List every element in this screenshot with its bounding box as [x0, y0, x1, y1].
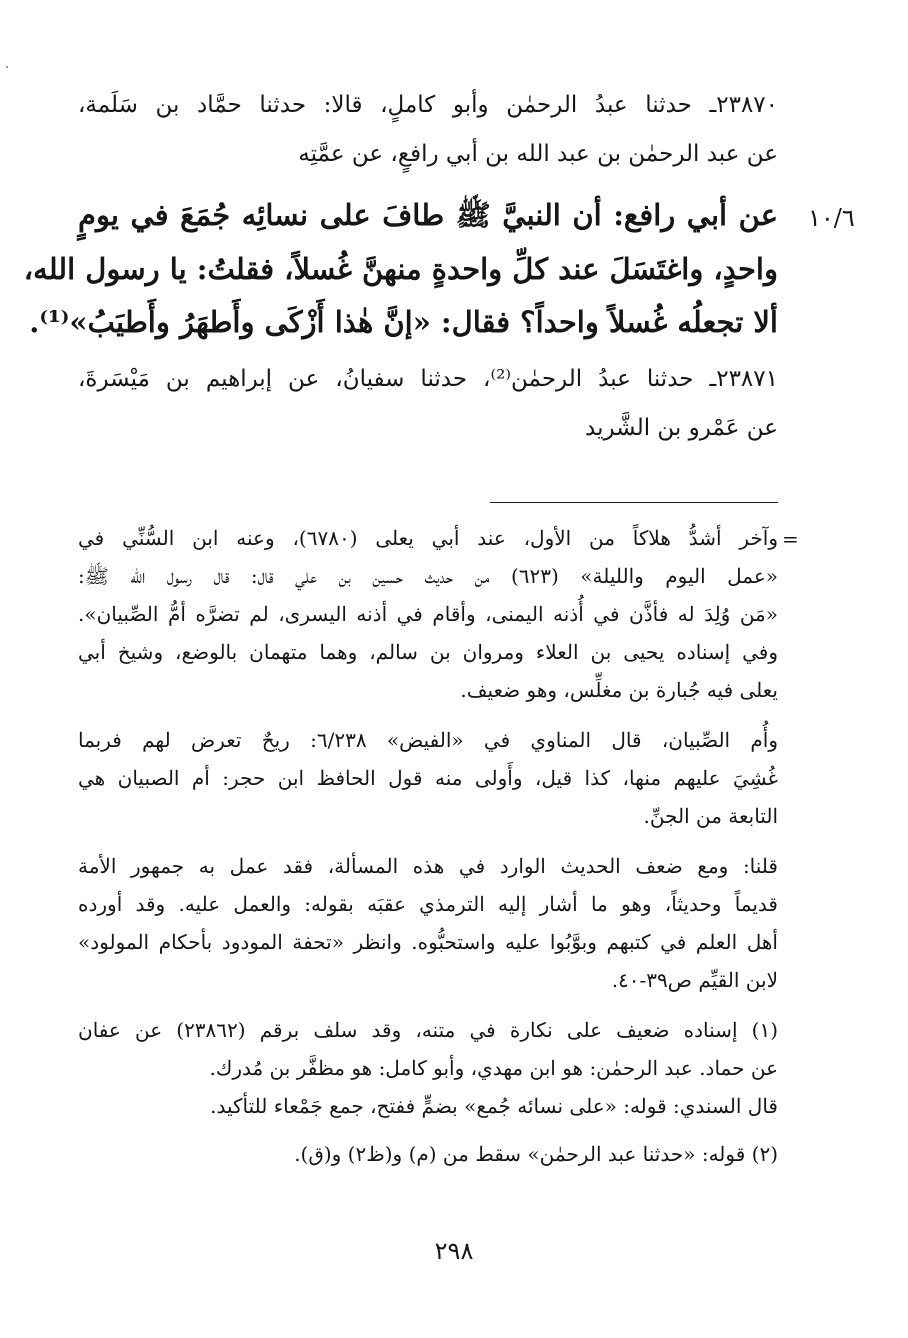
hadith-23871-isnad-line-2: عن عَمْرو بن الشَّريد: [585, 415, 778, 441]
footnote-line: قلنا: ومع ضعف الحديث الوارد في هذه المسألة، فقد عمل به جمهور الأمة: [78, 854, 778, 878]
hadith-23870-isnad-line-1: ٢٣٨٧٠ـ حدثنا عبدُ الرحمٰن وأبو كاملٍ، قالا: حدثنا حمَّاد بن سَلَمة،: [78, 92, 778, 118]
footnote-line: غُشِيَ عليهم منها، كذا قيل، وأَولى منه قول الحافظ ابن حجر: أم الصبيان هي: [78, 766, 778, 790]
footnote-line: «عمل اليوم والليلة» (٦٢٣) من حديث حسين بن علي قال: قال رسول الله ﷺ:: [78, 564, 778, 588]
footnote-continuation-mark: =: [782, 527, 799, 551]
footnote-line: وآخر أشدُّ هلاكاً من الأول، عند أبي يعلى (٦٧٨٠)، وعنه ابن السُّنِّي في: [78, 526, 778, 550]
footnote-1-line: قال السندي: قوله: «على نسائه جُمع» بضمٍّ ففتح، جمع جَمْعاء للتأكيد.: [210, 1094, 778, 1118]
footnote-line: وأُم الصِّبيان، قال المناوي في «الفيض» ٦/٢٣٨: ريحٌ تعرض لهم فربما: [78, 728, 778, 752]
footnote-line: يعلى فيه جُبارة بن مغلِّس، وهو ضعيف.: [460, 678, 778, 702]
hadith-23870-isnad-line-2: عن عبد الرحمٰن بن عبد الله بن أبي رافعٍ، عن عمَّتِه: [298, 141, 778, 167]
hadith-23870-matn-line-3: ألا تجعلُه غُسلاً واحداً؟ فقال: «إنَّ هٰذا أَزْكَى وأَطهَرُ وأَطيَبُ»⁽¹⁾.: [29, 305, 778, 339]
scan-speck: [6, 66, 8, 68]
margin-volume-page-marker: ١٠/٦: [808, 204, 855, 232]
page-number: ٢٩٨: [434, 1237, 474, 1265]
footnote-line: وفي إسناده يحيى بن العلاء ومروان بن سالم، وهما متهمان بالوضع، وشيخ أبي: [78, 640, 778, 664]
footnote-line: «مَن وُلِدَ له فأذَّن في أُذنه اليمنى، وأقام في أذنه اليسرى، لم تضرَّه أمُّ الصِّبيان».: [78, 602, 778, 626]
footnote-separator: [490, 502, 778, 503]
footnote-line: التابعة من الجنِّ.: [643, 804, 778, 828]
footnote-line: قديماً وحديثاً، وهو ما أشار إليه الترمذي عقبَه بقوله: والعمل عليه. وقد أورده: [78, 892, 778, 916]
footnote-2-line: (٢) قوله: «حدثنا عبد الرحمٰن» سقط من (م) و(ظ٢) و(ق).: [294, 1142, 778, 1166]
hadith-23871-isnad-line-1: ٢٣٨٧١ـ حدثنا عبدُ الرحمٰن⁽²⁾، حدثنا سفيانُ، عن إبراهيم بن مَيْسَرةَ،: [78, 366, 778, 392]
footnote-line: أهل العلم في كتبهم وبوَّبُوا عليه واستحبُّوه. وانظر «تحفة المودود بأحكام المولود»: [78, 930, 778, 954]
hadith-23870-matn-line-1: عن أبي رافع: أن النبيَّ ﷺ طافَ على نسائِه جُمَعَ في يومٍ: [78, 198, 778, 232]
footnote-1-line: عن حماد. عبد الرحمٰن: هو ابن مهدي، وأبو كامل: هو مظفَّر بن مُدرك.: [209, 1056, 778, 1080]
footnote-1-line: (١) إسناده ضعيف على نكارة في متنه، وقد سلف برقم (٢٣٨٦٢) عن عفان: [78, 1018, 778, 1042]
footnote-line: لابن القيِّم ص٣٩-٤٠.: [611, 968, 778, 992]
hadith-23870-matn-line-2: واحدٍ، واغتَسَلَ عند كلِّ واحدةٍ منهنَّ غُسلاً، فقلتُ: يا رسول الله،: [23, 252, 778, 286]
